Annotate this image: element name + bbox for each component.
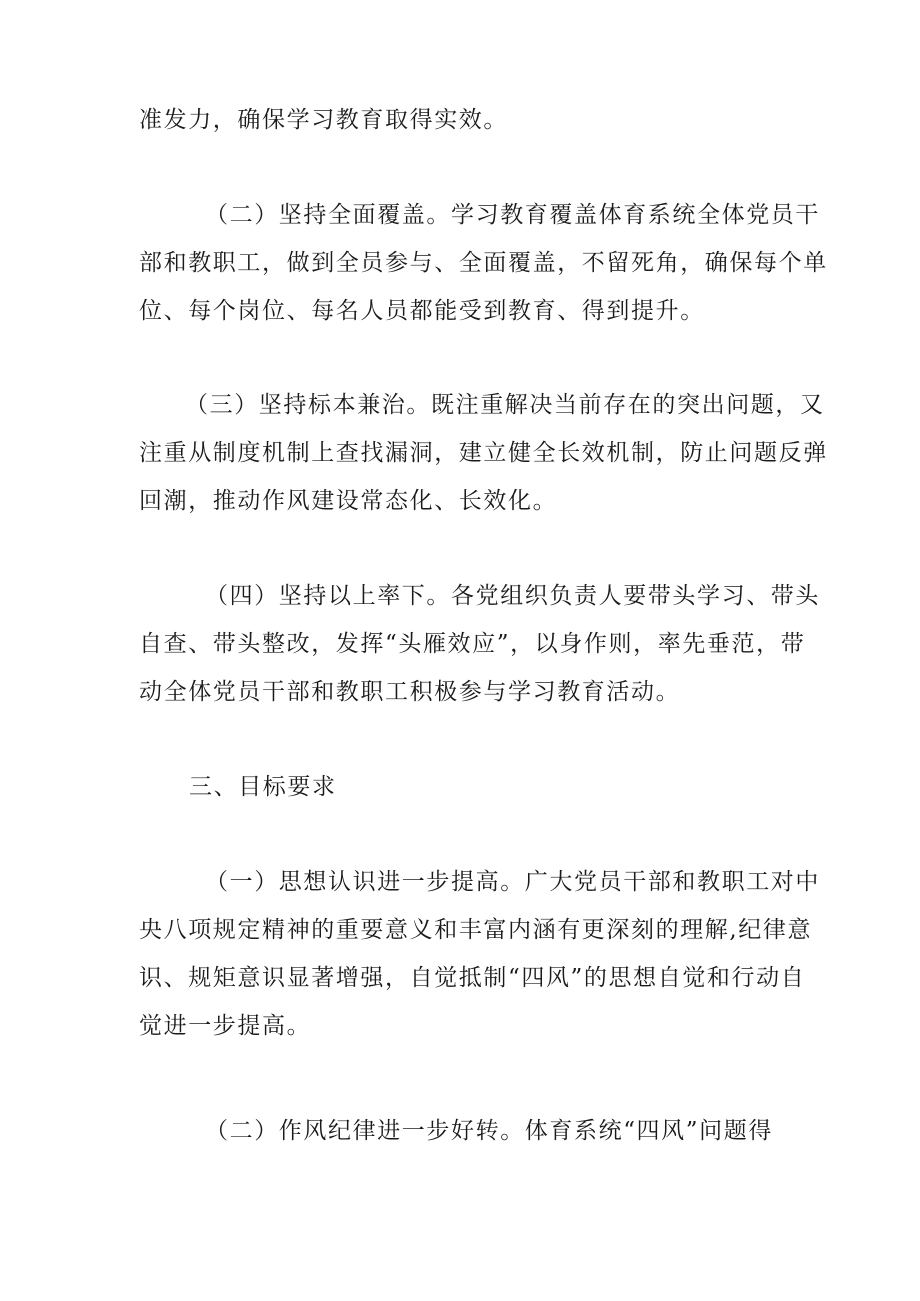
paragraph-first-line: （三）坚持标本兼治。既注重解决当前存在的突出问题，又 (185, 392, 825, 418)
text-line: 注重从制度机制上查找漏洞，建立健全长效机制，防止问题反弹 (139, 440, 828, 466)
paragraph-first-line: （二）坚持全面覆盖。学习教育覆盖体育系统全体党员干 (205, 202, 820, 228)
text-line: 觉进一步提高。 (139, 1013, 312, 1039)
text-line: 准发力，确保学习教育取得实效。 (139, 107, 508, 133)
section-heading: 三、目标要求 (189, 774, 337, 800)
text-line: 自查、带头整改，发挥“头雁效应”，以身作则，率先垂范，带 (139, 631, 806, 657)
paragraph-first-line: （二）作风纪律进一步好转。体育系统“四风”问题得 (205, 1118, 773, 1144)
paragraph-first-line: （一）思想认识进一步提高。广大党员干部和教职工对中 (205, 869, 820, 895)
text-line: 部和教职工，做到全员参与、全面覆盖，不留死角，确保每个单 (139, 250, 828, 276)
text-line: 动全体党员干部和教职工积极参与学习教育活动。 (139, 679, 681, 705)
text-line: 识、规矩意识显著增强，自觉抵制“四风”的思想自觉和行动自 (139, 965, 806, 991)
text-line: 位、每个岗位、每名人员都能受到教育、得到提升。 (139, 298, 705, 324)
text-line: 回潮，推动作风建设常态化、长效化。 (139, 488, 558, 514)
text-line: 央八项规定精神的重要意义和丰富内涵有更深刻的理解,纪律意 (139, 917, 813, 943)
paragraph-first-line: （四）坚持以上率下。各党组织负责人要带头学习、带头 (205, 583, 820, 609)
